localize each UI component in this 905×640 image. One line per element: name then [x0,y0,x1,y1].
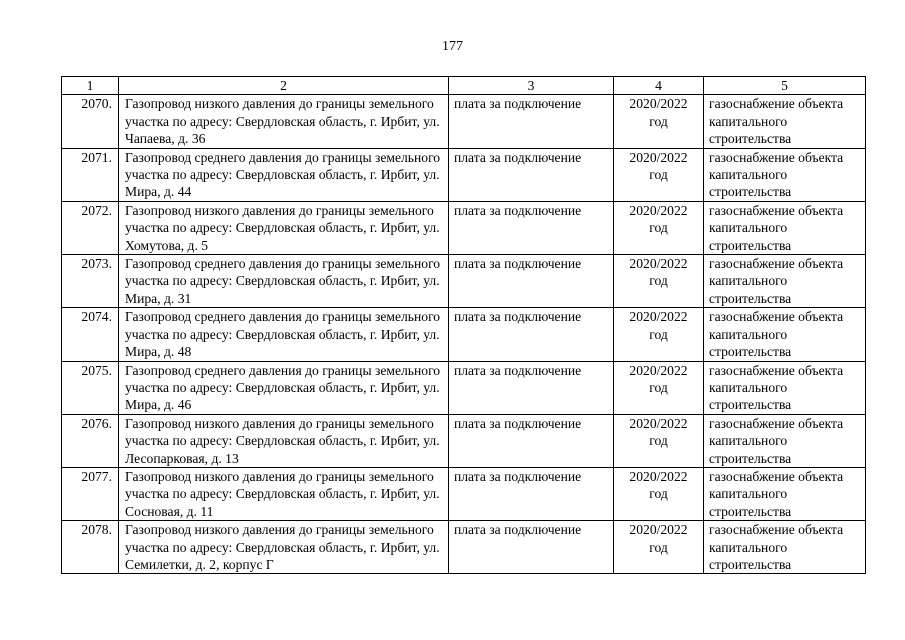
row-number: 2075. [62,361,119,414]
period-unit: год [649,433,668,449]
fee-type: плата за подключение [449,414,614,467]
period-years: 2020/2022 [629,468,688,484]
fee-type: плата за подключение [449,201,614,254]
period-cell [614,361,704,414]
fee-type: плата за подключение [449,148,614,201]
object-name: Газопровод низкого давления до границы земельного участка по адресу: Свердловская область, г. Ирбит, ул. Чапаева, д. 36 [119,95,449,148]
column-header-2: 2 [119,77,449,95]
period-cell [614,467,704,520]
object-name: Газопровод низкого давления до границы земельного участка по адресу: Свердловская область, г. Ирбит, ул. Лесопарковая, д. 13 [119,414,449,467]
table-row [62,308,866,361]
period-unit: год [649,113,668,129]
column-header-5: 5 [704,77,866,95]
table-row [62,414,866,467]
period-unit: год [649,326,668,342]
fee-type: плата за подключение [449,361,614,414]
period-unit: год [649,486,668,502]
period-cell [614,255,704,308]
object-name: Газопровод среднего давления до границы земельного участка по адресу: Свердловская область, г. Ирбит, ул. Мира, д. 44 [119,148,449,201]
row-number: 2076. [62,414,119,467]
period-unit: год [649,273,668,289]
table-row [62,361,866,414]
row-number: 2072. [62,201,119,254]
period-cell [614,308,704,361]
row-number: 2078. [62,521,119,574]
period-cell [614,95,704,148]
table-row [62,95,866,148]
column-header-3: 3 [449,77,614,95]
table-row [62,148,866,201]
fee-type: плата за подключение [449,521,614,574]
column-header-1: 1 [62,77,119,95]
table-row [62,521,866,574]
purpose: газоснабжение объекта капитального строительства [704,521,866,574]
period-years: 2020/2022 [629,309,688,325]
purpose: газоснабжение объекта капитального строительства [704,201,866,254]
period-years: 2020/2022 [629,256,688,272]
row-number: 2073. [62,255,119,308]
row-number: 2071. [62,148,119,201]
column-header-4: 4 [614,77,704,95]
purpose: газоснабжение объекта капитального строительства [704,361,866,414]
row-number: 2074. [62,308,119,361]
object-name: Газопровод среднего давления до границы земельного участка по адресу: Свердловская область, г. Ирбит, ул. Мира, д. 46 [119,361,449,414]
object-name: Газопровод низкого давления до границы земельного участка по адресу: Свердловская область, г. Ирбит, ул. Семилетки, д. 2, корпус Г [119,521,449,574]
purpose: газоснабжение объекта капитального строительства [704,255,866,308]
period-cell [614,148,704,201]
object-name: Газопровод низкого давления до границы земельного участка по адресу: Свердловская область, г. Ирбит, ул. Хомутова, д. 5 [119,201,449,254]
object-name: Газопровод среднего давления до границы земельного участка по адресу: Свердловская область, г. Ирбит, ул. Мира, д. 48 [119,308,449,361]
fee-type: плата за подключение [449,255,614,308]
period-cell [614,414,704,467]
data-table [61,76,866,574]
purpose: газоснабжение объекта капитального строительства [704,467,866,520]
period-years: 2020/2022 [629,202,688,218]
fee-type: плата за подключение [449,95,614,148]
period-unit: год [649,220,668,236]
table-row [62,201,866,254]
period-years: 2020/2022 [629,362,688,378]
period-years: 2020/2022 [629,415,688,431]
row-number: 2077. [62,467,119,520]
table-row [62,467,866,520]
purpose: газоснабжение объекта капитального строительства [704,148,866,201]
period-unit: год [649,539,668,555]
page-number: 177 [442,39,463,54]
period-cell [614,521,704,574]
period-years: 2020/2022 [629,522,688,538]
period-years: 2020/2022 [629,149,688,165]
purpose: газоснабжение объекта капитального строительства [704,95,866,148]
period-unit: год [649,379,668,395]
fee-type: плата за подключение [449,308,614,361]
period-unit: год [649,167,668,183]
period-cell [614,201,704,254]
purpose: газоснабжение объекта капитального строительства [704,308,866,361]
object-name: Газопровод среднего давления до границы земельного участка по адресу: Свердловская область, г. Ирбит, ул. Мира, д. 31 [119,255,449,308]
table-body [62,95,866,574]
row-number: 2070. [62,95,119,148]
fee-type: плата за подключение [449,467,614,520]
table-header-row [62,77,866,95]
object-name: Газопровод низкого давления до границы земельного участка по адресу: Свердловская область, г. Ирбит, ул. Сосновая, д. 11 [119,467,449,520]
purpose: газоснабжение объекта капитального строительства [704,414,866,467]
table-row [62,255,866,308]
period-years: 2020/2022 [629,96,688,112]
